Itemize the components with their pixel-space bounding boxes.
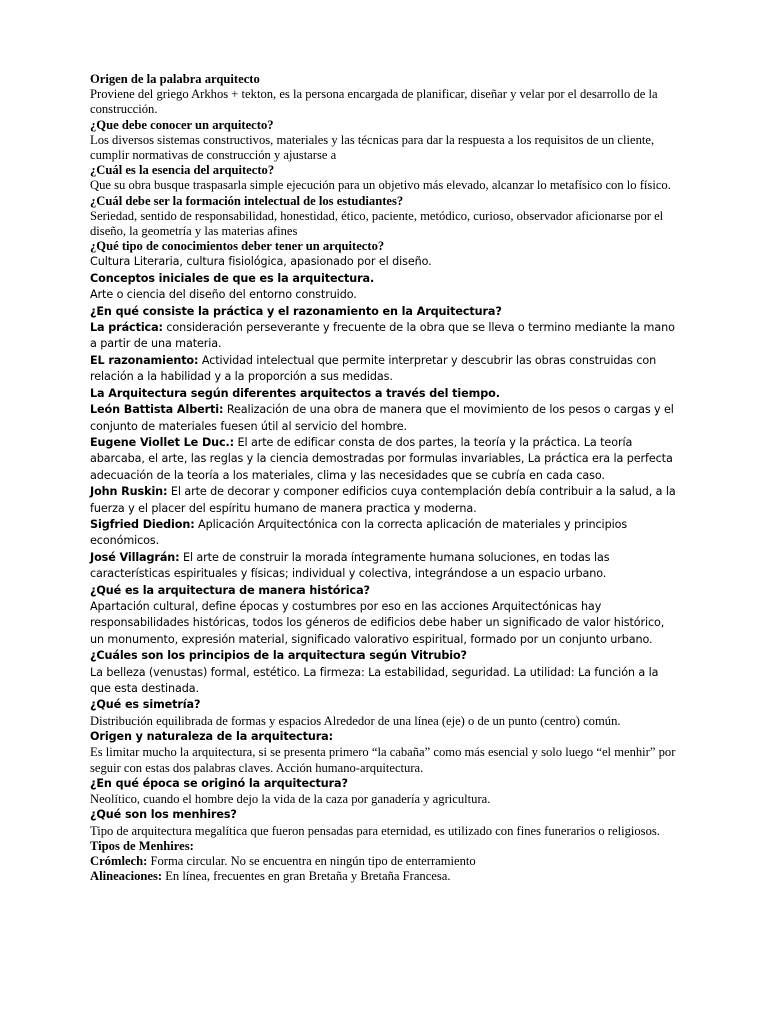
- term-label: León Battista Alberti:: [90, 403, 224, 417]
- section-heading: Origen de la palabra arquitecto: [90, 72, 260, 86]
- paragraph: [90, 697, 680, 713]
- paragraph: [90, 178, 680, 193]
- paragraph: [90, 239, 680, 254]
- paragraph: [90, 163, 680, 178]
- paragraph: [90, 287, 680, 303]
- paragraph: [90, 807, 680, 823]
- section-heading: ¿En qué época se originó la arquitectura?: [90, 776, 348, 790]
- term-label: Crómlech:: [90, 854, 148, 869]
- term-label: Sigfried Diedion:: [90, 517, 195, 531]
- paragraph-text: Aplicación Arquitectónica con la correcta aplicación de materiales y principios económicos.: [90, 517, 628, 548]
- paragraph: [90, 320, 680, 353]
- paragraph: [90, 304, 680, 320]
- paragraph-text: Seriedad, sentido de responsabilidad, honestidad, ético, paciente, metódico, curioso, observador aficionarse por el diseño, la geometría y las materias afines: [90, 208, 664, 239]
- paragraph: [90, 776, 680, 792]
- paragraph-text: Proviene del griego Arkhos + tekton, es la persona encargada de planificar, diseñar y velar por el desarrollo de la construcción.: [90, 87, 658, 117]
- paragraph-text: Apartación cultural, define épocas y costumbres por eso en las acciones Arquitectónicas hay responsabilidades históricas, todos los géneros de edificios debe haber un significado de valor histórico, un monumento, expresión material, significado valorativo espiritual, formado por un conjunto urbano.: [90, 599, 665, 646]
- paragraph: [90, 792, 680, 807]
- paragraph: [90, 648, 680, 664]
- paragraph-text: consideración perseverante y frecuente de la obra que se lleva o termino mediante la mano a partir de una materia.: [90, 321, 675, 351]
- term-label: La práctica:: [90, 321, 163, 335]
- section-heading: Conceptos iniciales de que es la arquitectura.: [90, 271, 375, 285]
- section-heading: ¿Qué son los menhires?: [90, 808, 237, 822]
- paragraph: [90, 550, 680, 583]
- paragraph: [90, 402, 680, 435]
- paragraph-text: Que su obra busque traspasarla simple ejecución para un objetivo más elevado, alcanzar lo metafísico con lo físico.: [90, 178, 671, 193]
- paragraph-text: Es limitar mucho la arquitectura, si se presenta primero “la cabaña” como más esencial y solo luego “el menhir” por seguir con estas dos palabras claves. Acción humano-arquitectura.: [90, 745, 676, 775]
- section-heading: ¿Que debe conocer un arquitecto?: [90, 117, 274, 132]
- paragraph: [90, 745, 680, 775]
- paragraph-text: Realización de una obra de manera que el movimiento de los pesos o cargas y el conjunto de materiales fuesen útil al servicio del hombre.: [90, 403, 674, 433]
- paragraph: [90, 583, 680, 599]
- paragraph-text: Actividad intelectual que permite interpretar y descubrir las obras construidas con relación a la habilidad y a la proporción a sus medidas.: [90, 353, 657, 384]
- paragraph: [90, 517, 680, 550]
- paragraph: [90, 839, 680, 854]
- section-heading: ¿Qué tipo de conocimientos deber tener un arquitecto?: [90, 239, 385, 254]
- paragraph: [90, 209, 680, 239]
- section-heading: ¿Qué es simetría?: [90, 698, 201, 712]
- section-heading: ¿Cuál debe ser la formación intelectual de los estudiantes?: [90, 193, 404, 208]
- paragraph-text: El arte de decorar y componer edificios cuya contemplación debía contribuir a la salud, a la fuerza y el placer del espíritu humano de manera practica y moderna.: [90, 485, 676, 515]
- paragraph-text: El arte de edificar consta de dos partes, la teoría y la práctica. La teoría abarcaba, el arte, las reglas y la ciencia demostradas por formulas invariables, La práctica era la perfecta adecuación de la teoría a los materiales, clima y las necesidades que se cubría en cada caso.: [90, 435, 673, 482]
- paragraph: [90, 87, 680, 117]
- paragraph: [90, 435, 680, 484]
- document-body: [90, 72, 680, 885]
- section-heading: ¿Cuáles son los principios de la arquitectura según Vitrubio?: [90, 649, 467, 663]
- paragraph: [90, 854, 680, 869]
- paragraph: [90, 869, 680, 884]
- term-label: Alineaciones:: [90, 869, 163, 884]
- paragraph: [90, 118, 680, 133]
- paragraph-text: El arte de construir la morada íntegramente humana soluciones, en todas las características espirituales y físicas; individual y colectiva, integrándose a un espacio urbano.: [90, 550, 610, 581]
- paragraph: [90, 271, 680, 287]
- section-heading: ¿En qué consiste la práctica y el razonamiento en la Arquitectura?: [90, 304, 502, 318]
- paragraph-text: En línea, frecuentes en gran Bretaña y Bretaña Francesa.: [162, 869, 451, 884]
- paragraph: [90, 386, 680, 402]
- paragraph-text: Neolítico, cuando el hombre dejo la vida de la caza por ganadería y agricultura.: [90, 792, 491, 807]
- section-heading: Tipos de Menhires:: [90, 839, 194, 854]
- paragraph-text: Tipo de arquitectura megalítica que fueron pensadas para eternidad, es utilizado con fines funerarios o religiosos.: [90, 823, 660, 838]
- section-heading: ¿Qué es la arquitectura de manera histórica?: [90, 583, 370, 597]
- section-heading: La Arquitectura según diferentes arquitectos a través del tiempo.: [90, 386, 500, 400]
- paragraph: [90, 824, 680, 839]
- paragraph: [90, 665, 680, 698]
- term-label: EL razonamiento:: [90, 353, 199, 367]
- paragraph: [90, 714, 680, 729]
- paragraph-text: Cultura Literaria, cultura fisiológica, apasionado por el diseño.: [90, 255, 432, 269]
- paragraph-text: Distribución equilibrada de formas y espacios Alrededor de una línea (eje) o de un punto (centro) común.: [90, 713, 621, 728]
- paragraph-text: Arte o ciencia del diseño del entorno construido.: [90, 288, 357, 302]
- paragraph: [90, 133, 680, 163]
- term-label: Eugene Viollet Le Duc.:: [90, 435, 235, 449]
- paragraph: [90, 194, 680, 209]
- section-heading: ¿Cuál es la esencia del arquitecto?: [90, 163, 275, 178]
- paragraph-text: Forma circular. No se encuentra en ningún tipo de enterramiento: [147, 854, 476, 869]
- paragraph-text: Los diversos sistemas constructivos, materiales y las técnicas para dar la respuesta a los requisitos de un cliente, cumplir normativas de construcción y ajustarse a: [90, 132, 655, 163]
- term-label: José Villagrán:: [90, 550, 180, 564]
- paragraph: [90, 254, 680, 270]
- paragraph: [90, 484, 680, 517]
- section-heading: Origen y naturaleza de la arquitectura:: [90, 730, 333, 744]
- paragraph: [90, 729, 680, 745]
- term-label: John Ruskin:: [90, 485, 168, 499]
- paragraph-text: La belleza (venustas) formal, estético. La firmeza: La estabilidad, seguridad. La utilidad: La función a la que esta destinada.: [90, 665, 659, 695]
- paragraph: [90, 72, 680, 87]
- paragraph: [90, 353, 680, 386]
- paragraph: [90, 599, 680, 648]
